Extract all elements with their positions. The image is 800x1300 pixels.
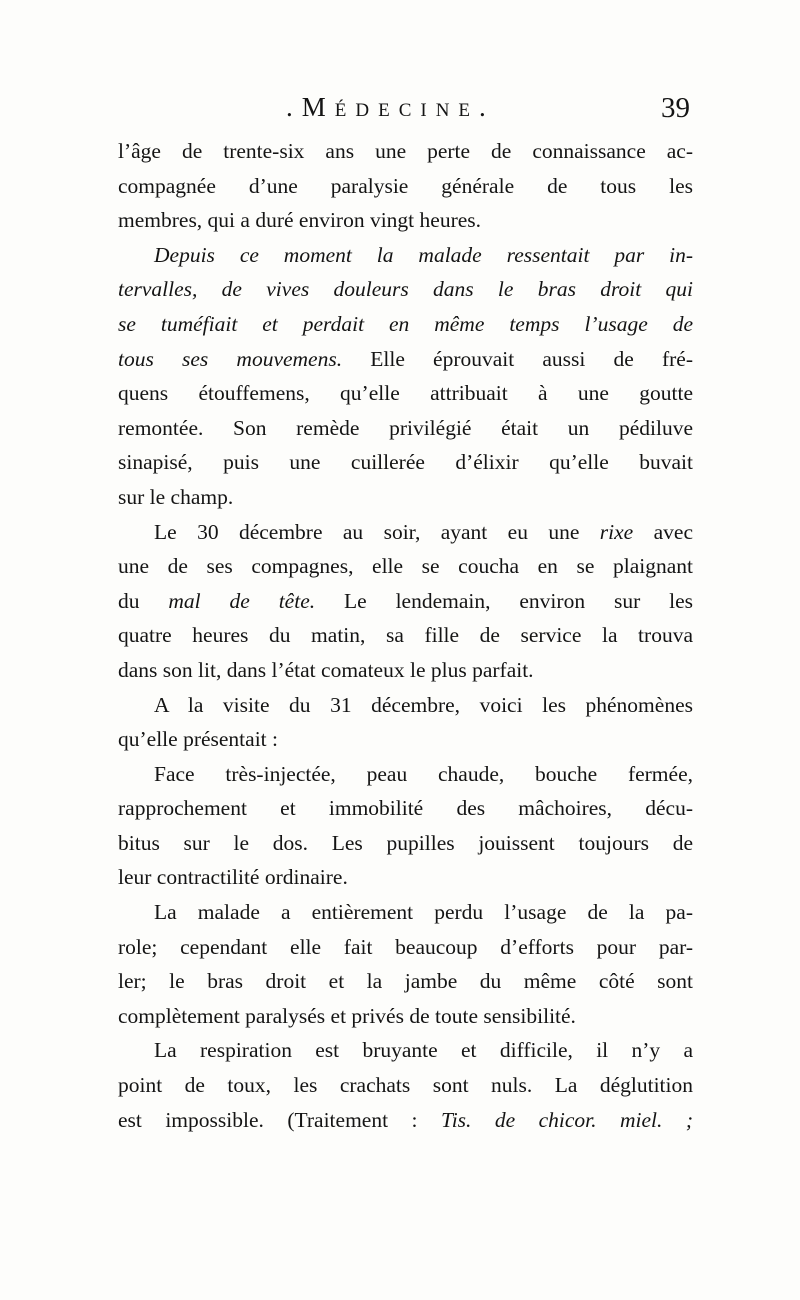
text-line: remontée. Son remède privilégié était un pédiluve: [118, 415, 693, 440]
text-line: point de toux, les crachats sont nuls. La déglutition: [118, 1073, 693, 1098]
text-line: dans son lit, dans l’état comateux le plus parfait.: [118, 657, 534, 682]
text-line: [118, 342, 693, 377]
italic-span: rixe: [599, 519, 634, 544]
text-line: role; cependant elle fait beaucoup d’efforts pour par-: [118, 934, 693, 959]
italic-span: tous ses mouvemens.: [118, 346, 343, 371]
running-head: .Médecine.: [286, 92, 495, 122]
text-span: est impossible. (Traitement :: [118, 1107, 441, 1132]
text-line: une de ses compagnes, elle se coucha en se plaignant: [118, 554, 693, 579]
text-line: compagnée d’une paralysie générale de tous les: [118, 173, 693, 198]
text-span: Le lendemain, environ sur les: [315, 588, 694, 613]
italic-span: se tuméfiait et perdait en même temps l’usage de: [118, 311, 693, 336]
text-span: Elle éprouvait aussi de fré-: [342, 346, 693, 371]
italic-span: tervalles, de vives douleurs dans le bras droit qui: [118, 277, 693, 302]
text-line: [118, 307, 693, 342]
body-text: [118, 134, 693, 1137]
text-line: [118, 1103, 693, 1138]
text-line: A la visite du 31 décembre, voici les phénomènes: [154, 692, 693, 717]
text-line: ler; le bras droit et la jambe du même côté sont: [118, 969, 693, 994]
text-line: sur le champ.: [118, 484, 234, 509]
text-line: La malade a entièrement perdu l’usage de la pa-: [154, 900, 693, 925]
text-line: quens étouffemens, qu’elle attribuait à une goutte: [118, 381, 693, 406]
text-line: [118, 584, 693, 619]
text-span: du: [118, 588, 169, 613]
text-line: l’âge de trente-six ans une perte de connaissance ac-: [118, 139, 693, 163]
text-line: qu’elle présentait :: [118, 727, 278, 752]
text-line: rapprochement et immobilité des mâchoires, décu-: [118, 796, 693, 821]
text-line: Face très-injectée, peau chaude, bouche fermée,: [154, 761, 693, 786]
page-number: 39: [661, 92, 690, 124]
text-line: sinapisé, puis une cuillerée d’élixir qu’elle buvait: [118, 450, 693, 475]
italic-span: Depuis ce moment la malade ressentait par in-: [154, 242, 693, 267]
text-span: Le 30 décembre au soir, ayant eu une: [154, 519, 600, 544]
page-header: [118, 92, 690, 132]
text-line: La respiration est bruyante et difficile, il n’y a: [154, 1038, 693, 1063]
italic-span: Tis. de chicor. miel. ;: [440, 1107, 693, 1132]
text-line: [118, 272, 693, 307]
text-line: leur contractilité ordinaire.: [118, 865, 348, 890]
text-line: membres, qui a duré environ vingt heures.: [118, 208, 482, 233]
text-line: complètement paralysés et privés de toute sensibilité.: [118, 1003, 576, 1028]
text-span: avec: [633, 519, 693, 544]
text-line: bitus sur le dos. Les pupilles jouissent toujours de: [118, 830, 693, 855]
text-line: [118, 238, 693, 273]
text-line: [118, 515, 693, 550]
italic-span: mal de tête.: [168, 588, 316, 613]
text-line: quatre heures du matin, sa fille de service la trouva: [118, 623, 693, 648]
